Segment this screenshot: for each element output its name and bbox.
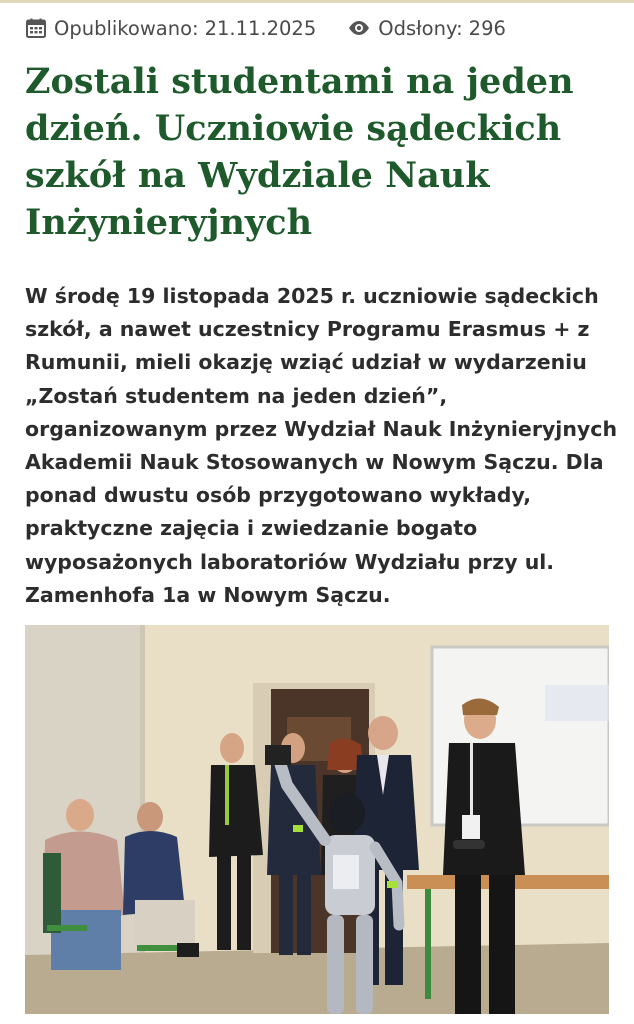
whiteboard-glare [545, 685, 609, 721]
person-head [368, 716, 398, 750]
views-count: 296 [468, 16, 506, 40]
person-shoe [177, 943, 199, 957]
person-head [137, 802, 163, 832]
chair [137, 945, 177, 951]
person-head [220, 733, 244, 763]
lanyard [225, 765, 229, 825]
lanyard [470, 743, 473, 818]
person-leg [297, 875, 311, 955]
robot-accent [293, 825, 303, 832]
robot-accent [387, 881, 397, 888]
controller [453, 840, 485, 849]
person-trousers [135, 900, 195, 950]
person-leg [217, 855, 231, 950]
person-jeans [51, 910, 121, 970]
table-leg [425, 889, 431, 999]
person-head [66, 799, 94, 831]
top-accent-bar [0, 0, 634, 3]
robot-leg [327, 915, 344, 1014]
article-lead: W środę 19 listopada 2025 r. uczniowie sądeckich szkół, a nawet uczestnicy Programu Erasmus + z Rumunii, mieli okazję wziąć udział w wydarzeniu „Zostań studentem na jeden dzień”, organizowanym przez Wydział Nauk Inżynieryjnych Akademii Nauk Stosowanych w Nowym Sączu. Dla ponad dwustu osób przygotowano wykłady, praktyczne zajęcia i zwiedzanie bogato wyposażonych laboratoriów Wydziału przy ul. Zamenhofa 1a w Nowym Sączu. [25, 284, 618, 607]
person-leg [237, 855, 251, 950]
chair [47, 925, 87, 931]
badge [462, 815, 480, 839]
robot-chest-plate [333, 855, 359, 889]
person-sleeve [43, 853, 61, 933]
photo-illustration [25, 625, 609, 1014]
person-leg [279, 875, 293, 955]
article-photo[interactable] [25, 625, 609, 1014]
published-date: 21.11.2025 [204, 16, 317, 40]
article-title: Zostali studentami na jeden dzień. Uczniowie sądeckich szkół na Wydziale Nauk Inżynieryjnych [25, 61, 574, 243]
person-leg [455, 875, 481, 1014]
person-leg [489, 875, 515, 1014]
published-label: Opublikowano: [54, 16, 199, 40]
eye-icon [348, 20, 370, 36]
robot-camera [265, 745, 291, 765]
person-outfit [209, 765, 263, 857]
published-info [26, 17, 316, 40]
views-info [348, 17, 506, 40]
calendar-icon [26, 18, 46, 38]
person-shirt [443, 743, 525, 875]
views-label: Odsłony: [378, 16, 463, 40]
article-meta [26, 13, 506, 43]
robot-head [329, 793, 365, 833]
robot-leg [356, 915, 373, 1014]
